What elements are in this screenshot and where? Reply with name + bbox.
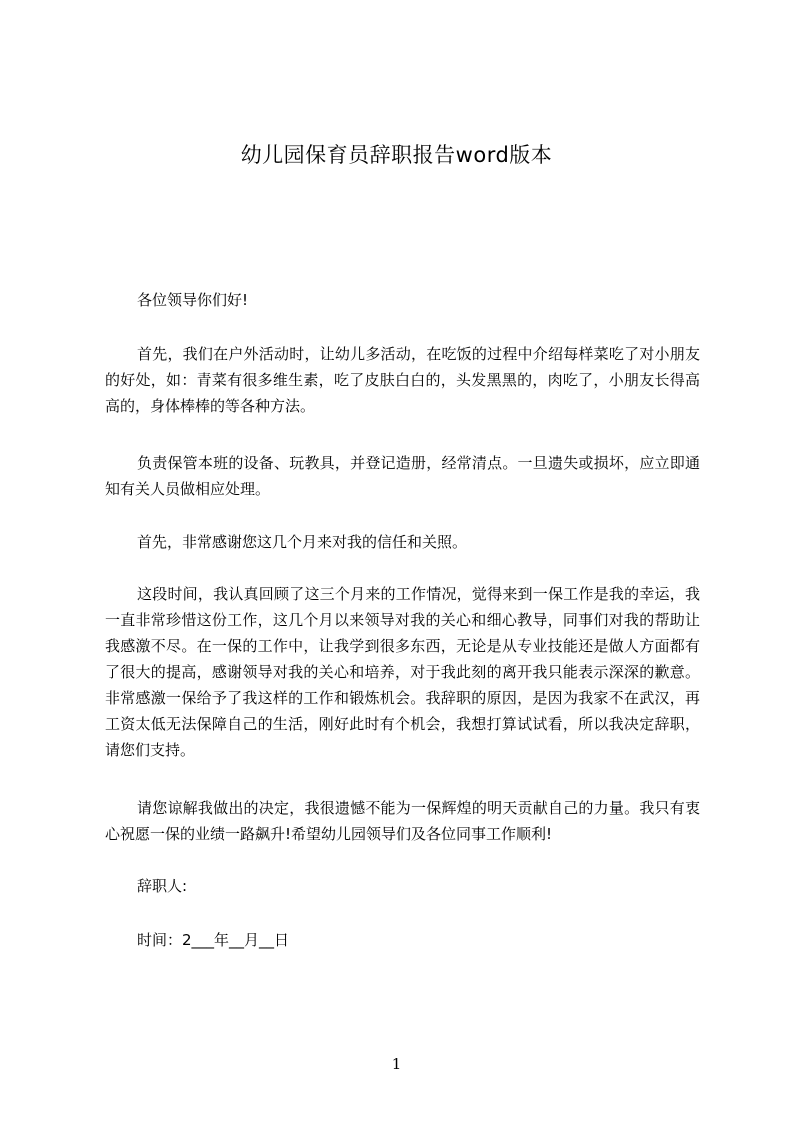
body-paragraph: 负责保管本班的设备、玩教具，并登记造册，经常清点。一旦遗失或损坏，应立即通知有关人员做相应处理。 [105, 454, 700, 498]
body-paragraph: 请您谅解我做出的决定，我很遗憾不能为一保辉煌的明天贡献自己的力量。我只有衷心祝愿一保的业绩一路飙升!希望幼儿园领导们及各位同事工作顺利! [105, 799, 700, 843]
document-title: 幼儿园保育员辞职报告word版本 [240, 143, 553, 167]
page-number: 1 [391, 1055, 402, 1073]
greeting-paragraph: 各位领导你们好! [137, 291, 249, 309]
date-line: 时间：2___年__月__日 [137, 931, 290, 949]
body-paragraph: 首先，非常感谢您这几个月来对我的信任和关照。 [137, 533, 468, 551]
body-paragraph: 这段时间，我认真回顾了这三个月来的工作情况，觉得来到一保工作是我的幸运，我一直非常珍惜这份工作，这几个月以来领导对我的关心和细心教导，同事们对我的帮助让我感激不尽。在一保的工作中，让我学到很多东西，无论是从专业技能还是做人方面都有了很大的提高，感谢领导对我的关心和培养，对于我此刻的离开我只能表示深深的歉意。非常感激一保给予了我这样的工作和锻炼机会。我辞职的原因，是因为我家不在武汉，再工资太低无法保障自己的生活，刚好此时有个机会，我想打算试试看，所以我决定辞职，请您们支持。 [105, 585, 700, 759]
signature-line: 辞职人: [137, 877, 188, 895]
body-paragraph: 首先，我们在户外活动时，让幼儿多活动，在吃饭的过程中介绍每样菜吃了对小朋友的好处，如：青菜有很多维生素，吃了皮肤白白的，头发黑黑的，肉吃了，小朋友长得高高的，身体棒棒的等各种方法。 [105, 345, 700, 415]
